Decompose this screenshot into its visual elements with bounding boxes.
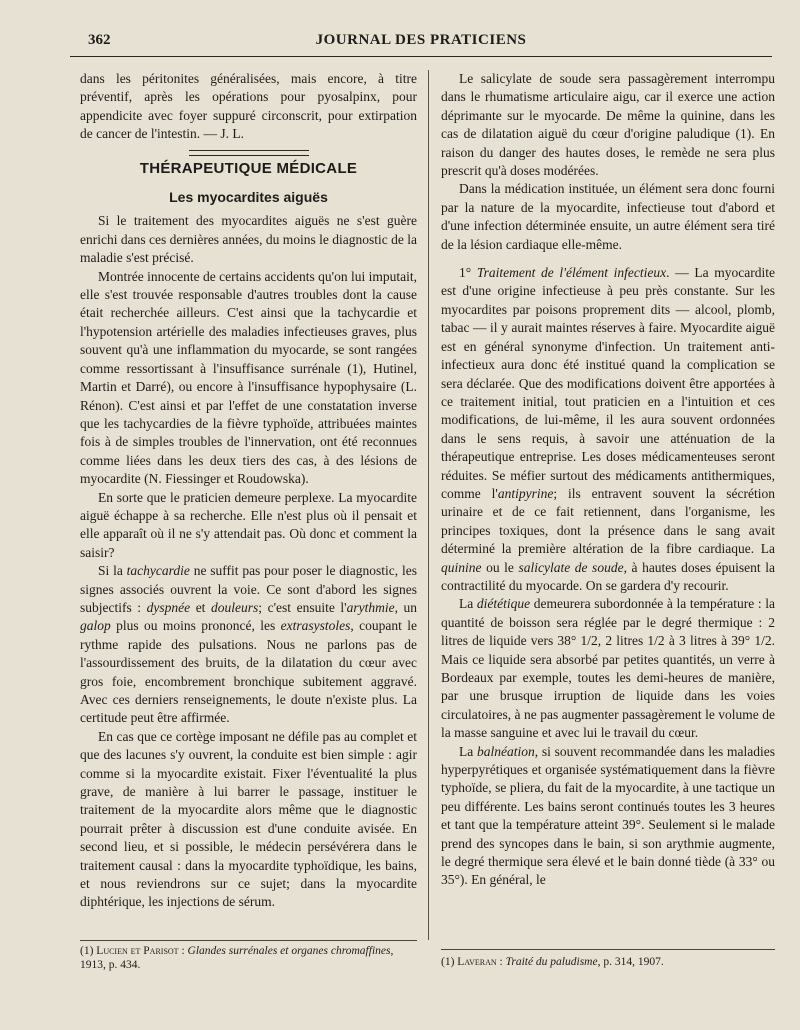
- paragraph: La diététique demeurera subordonnée à la température : la quantité de boisson sera réglée par le degré thermique : 2 litres de liquide vers 38° 1/2, 2 litres 1/2 à 3 litres à 39° 1/2. Mais ce liquide sera absorbé par petites quantités, un verre à Bordeaux par exemple, toutes les demi-heures de manière, par une brusque irruption de liquide dans les voies circulatoires, à ne pas augmenter passagèrement le volume de la masse sanguine et avec lui le travail du cœur.: [441, 596, 775, 741]
- journal-title: JOURNAL DES PRATICIENS: [315, 32, 527, 48]
- paragraph: Le salicylate de soude sera passagèrement interrompu dans le rhumatisme articulaire aigu, car il exerce une action déprimante sur le myocarde. De même la quinine, dans les cas de dilatation aiguë du cœur d'origine paludique (1). En raison du danger des hautes doses, le remède ne sera plus prescrit qu'à doses modérées.: [441, 71, 775, 179]
- footnote-rule: [80, 940, 417, 941]
- right-column: [441, 70, 775, 890]
- page-number: 362: [88, 32, 111, 48]
- paragraph: En sorte que le praticien demeure perplexe. La myocardite aiguë échappe à sa recherche. Elle n'est plus où il pensait et elle apparaît où il ne s'y attendait pas. Où donc et comment la saisir?: [80, 489, 417, 560]
- column-divider: [428, 70, 429, 940]
- footnote-right: (1) Laveran : Traité du paludisme, p. 314, 1907.: [441, 956, 664, 968]
- footnote-left: (1) Lucien et Parisot : Glandes surrénales et organes chromaffines, 1913, p. 434.: [80, 945, 394, 971]
- paragraph: Si le traitement des myocardites aiguës ne s'est guère enrichi dans ces dernières années, du moins le diagnostic de la maladie s'est précisé.: [80, 213, 418, 266]
- paragraph: En cas que ce cortège imposant ne défile pas au complet et que des lacunes s'y ouvrent, la conduite est bien simple : agir comme si la myocardite existait. Fixer l'éventualité la plus grave, de manière à lui barrer le passage, instituer le traitement de la myocardite alors même que le diagnostic pourrait prêter à discussion est d'une conduite avisée. En second lieu, et si possible, le médecin persévérera dans le traitement causal : dans la myocardite typhoïdique, les bains, et nous reviendrons sur ce sujet; dans la myocardite diphtérique, les injections de sérum.: [80, 728, 417, 910]
- article-title: Les myocardites aiguës: [169, 189, 328, 206]
- paragraph: Si la tachycardie ne suffit pas pour poser le diagnostic, les signes associés ouvrent la voie. Ce sont d'abord les signes subjectifs : dyspnée et douleurs; c'est ensuite l'arythmie, un galop plus ou moins prononcé, les extrasystoles, coupant le rythme rapide des pulsations. Nous ne parlons pas de l'assourdissement des bruits, de la dilatation du cœur avec gros foie, encombrement bronchique subitement aggravé. Avec ces derniers renseignements, le doute n'existe plus. La certitude peut être affirmée.: [80, 563, 418, 726]
- footnote-rule: [441, 949, 775, 950]
- page-header: [70, 30, 772, 57]
- previous-article-ending: dans les péritonites généralisées, mais encore, à titre préventif, après les opérations pour pyosalpinx, pour appendicite avec foyer suppuré circonscrit, pour extirpation de cancer de l'intestin. — J. L.: [80, 71, 417, 142]
- paragraph: Dans la médication instituée, un élément sera donc fourni par la nature de la myocardite, infectieuse tout d'abord et d'une infection déterminée ensuite, un autre élément sera tiré de la lésion cardiaque elle-même.: [441, 181, 775, 252]
- paragraph: 1° Traitement de l'élément infectieux. — La myocardite est d'une origine infectieuse à peu près constante. Sur les myocardites par poisons proprement dits — alcool, plomb, tabac — il y aurait maintes réserves à faire. Myocardite aiguë est en général synonyme d'infection. Un traitement anti-infectieux aura donc été institué quand la complication se sera déclarée. Que des modifications doivent être apportées à ce traitement initial, tout praticien en a l'intuition et ces modifications, de lui-même, il les aura souvent ordonnées dans le sens requis, à savoir une atténuation de la thérapeutique entreprise. Les doses médicamenteuses seront réduites. Se méfier surtout des médicaments antithermiques, comme l'antipyrine; ils entravent souvent la sécrétion urinaire et de ce fait retiennent, dans l'organisme, les principes toxiques, dont la présence dans le sang avait déterminé la première altération de la fibre cardiaque. La quinine ou le salicylate de soude, à hautes doses épuisent la contractilité du myocarde. On se gardera d'y recourir.: [441, 265, 776, 593]
- section-separator: [189, 150, 309, 156]
- paragraph: La balnéation, si souvent recommandée dans les maladies hyperpyrétiques et organisée systématiquement dans la fièvre typhoïde, se pliera, du fait de la myocardite, à une tactique un peu différente. Les bains seront continués toutes les 3 heures et tant que la température atteint 39°. Seulement si le malade prend des syncopes dans le bain, si son arythmie augmente, le degré thermique sera élevé et le bain donné tiède (à 33° ou 35°). En général, le: [441, 743, 775, 888]
- paragraph: Montrée innocente de certains accidents qu'on lui imputait, elle s'est trouvée responsable d'autres troubles dont la cause était recherchée ailleurs. C'est ainsi que la tachycardie et l'hypotension artérielle des maladies infectieuses graves, plus souvent qu'à une inflammation du myocarde, se sont rangées comme ressortissant à l'insuffisance surrénale (1), Hutinel, Martin et Darré), ou encore à l'insuffisance hypophysaire (L. Rénon). C'est ainsi et par l'effet de une constatation inverse que les tachycardies de la fièvre typhoïde, attribuées maintes fois à de simples troubles de l'innervation, ont été reconnues comme liées dans les deux tiers des cas, à des lésions de myocardite (N. Fiessinger et Roudowska).: [80, 268, 417, 487]
- section-title: THÉRAPEUTIQUE MÉDICALE: [139, 159, 358, 177]
- left-column: [80, 70, 417, 912]
